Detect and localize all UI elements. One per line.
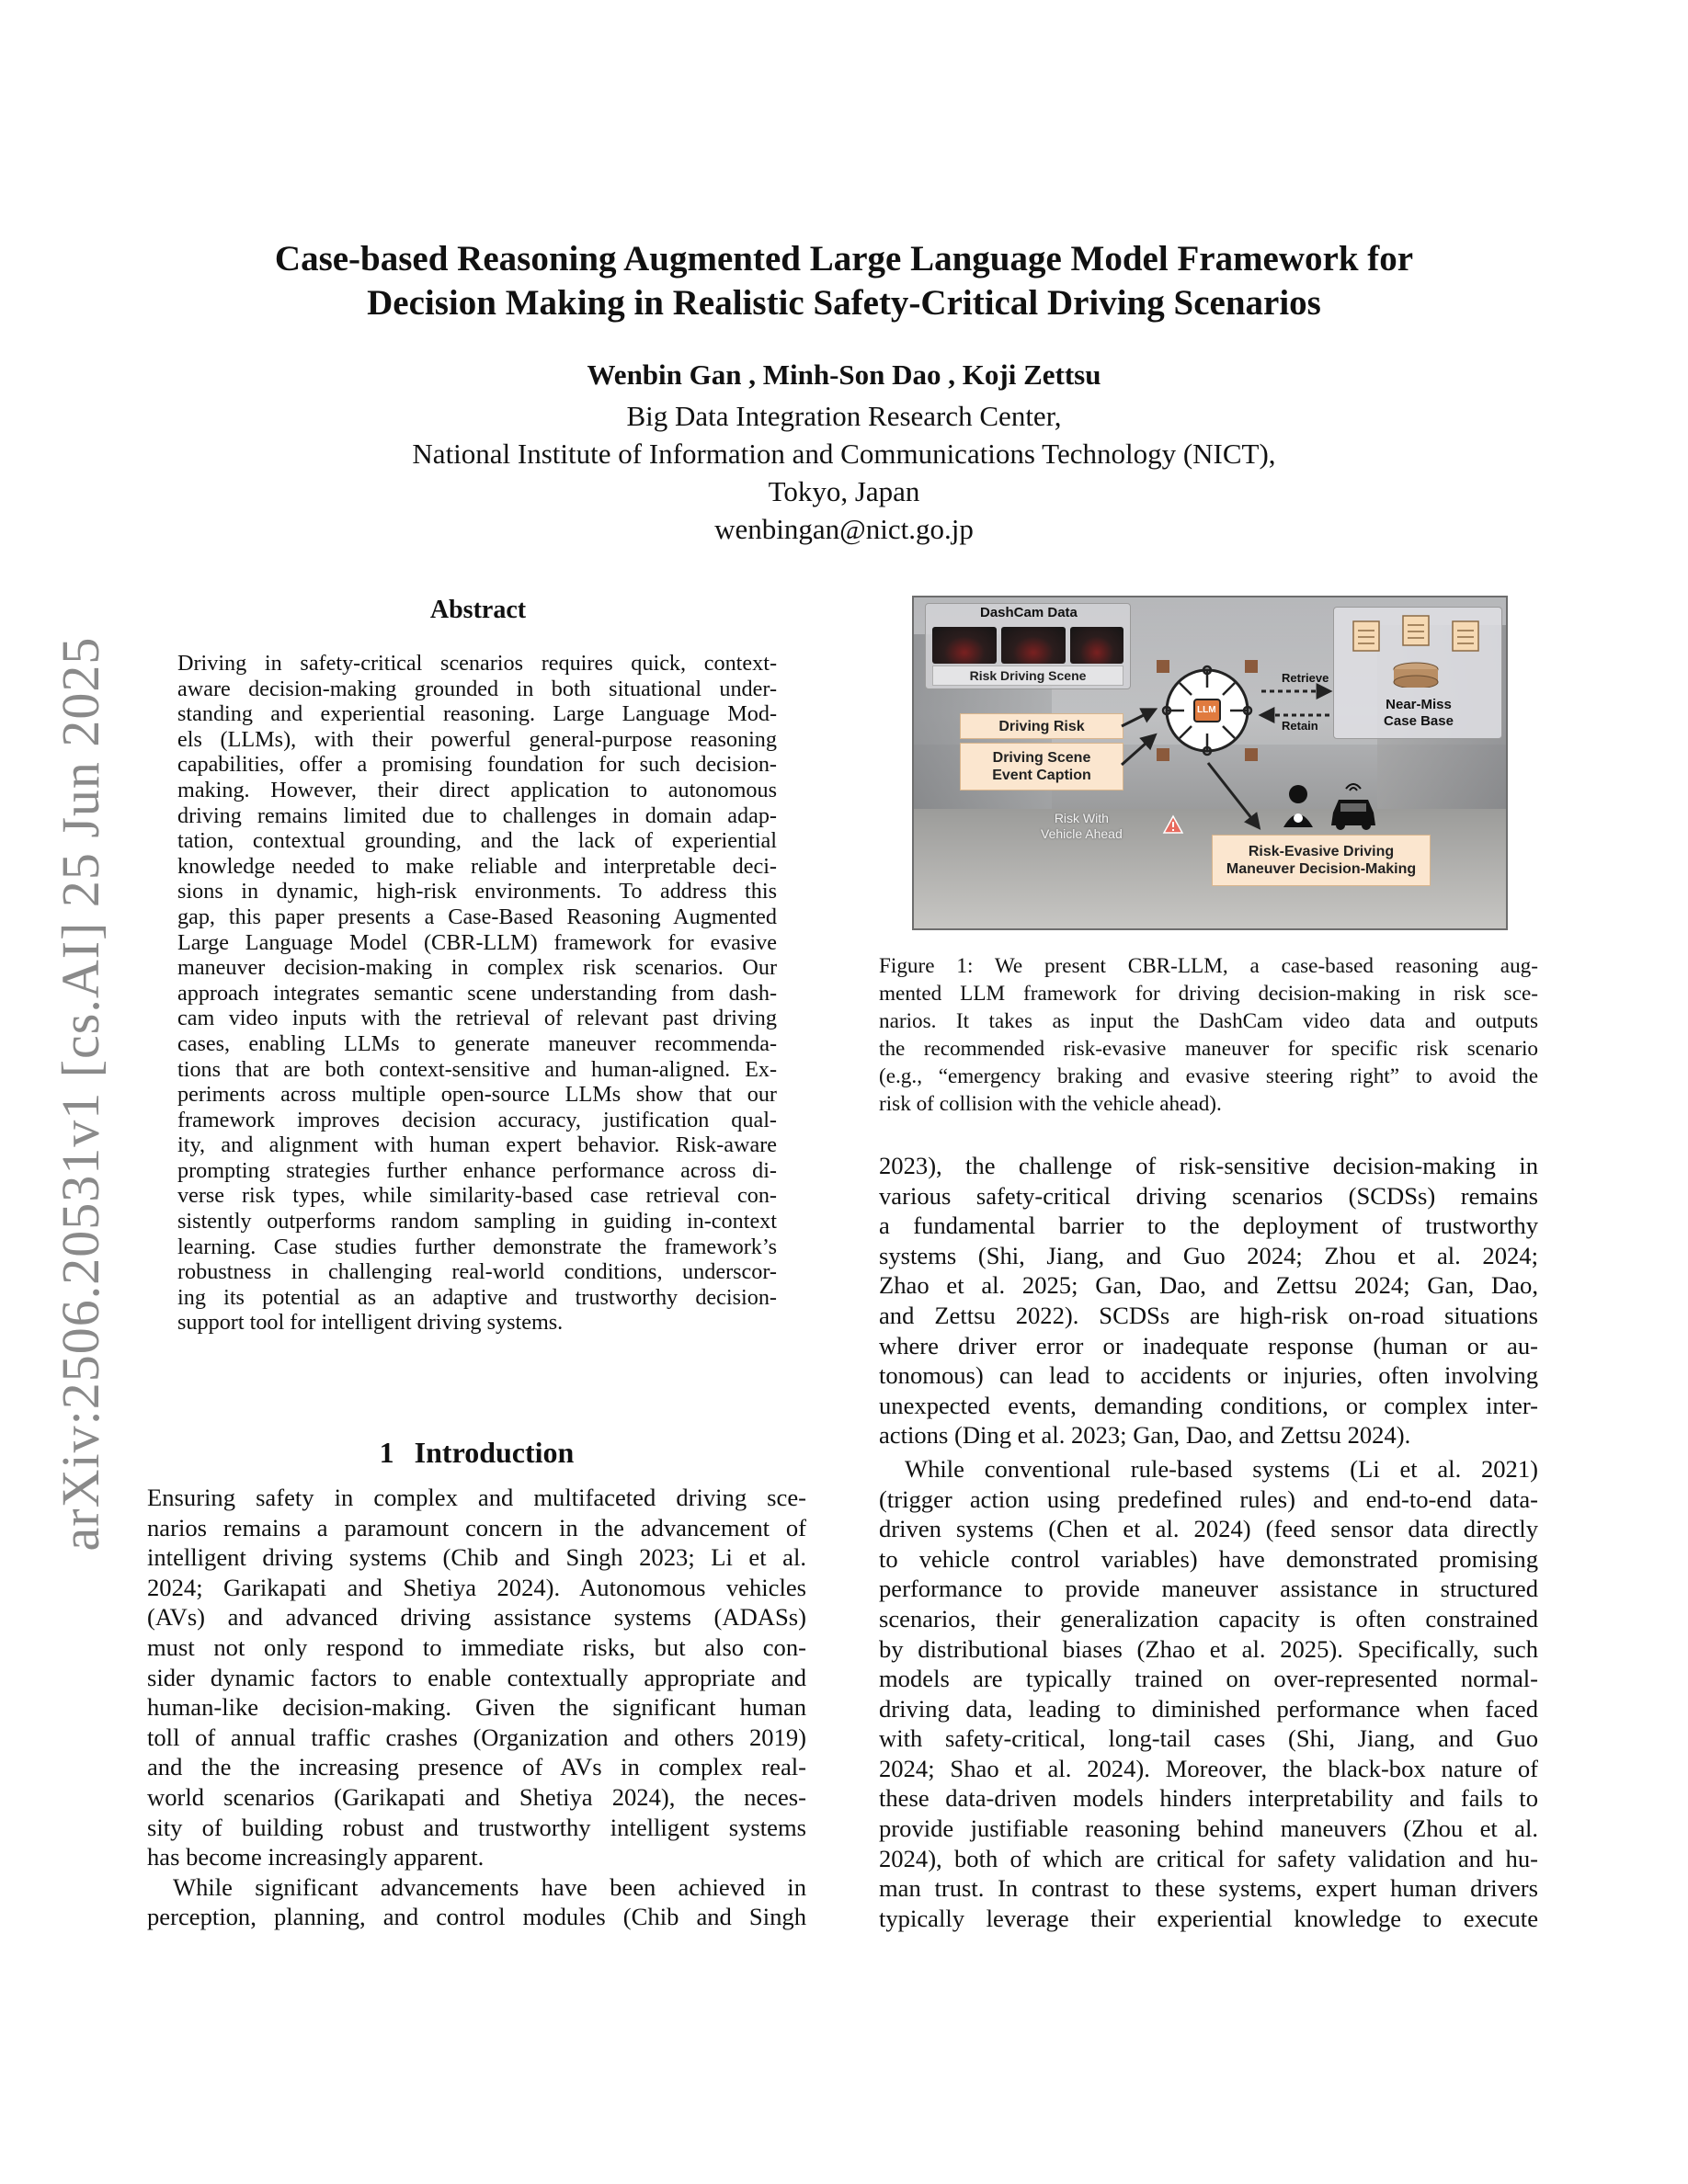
abstract-line: learning. Case studies further demonstrate the framework’s [177, 1234, 777, 1259]
body-line: scenarios, their generalization capacity is often constrained [879, 1604, 1538, 1632]
intro-line: and the the increasing presence of AVs in complex real- [147, 1753, 806, 1781]
body-line: where driver error or inadequate response (human or au- [879, 1331, 1538, 1359]
abstract-line: support tool for intelligent driving systems. [177, 1310, 564, 1336]
body-line: a fundamental barrier to the deployment of trustworthy [879, 1211, 1538, 1240]
body-line: by distributional biases (Zhao et al. 2025). Specifically, such [879, 1634, 1538, 1663]
risk-ahead-label [1041, 811, 1123, 842]
abstract-line: aware decision-making grounded in both situational under- [177, 676, 777, 701]
abstract-line: driving remains limited due to challenges in domain adap- [177, 802, 777, 828]
abstract-line: prompting strategies further enhance performance across di- [177, 1157, 777, 1183]
decision-line-1: Risk-Evasive Driving [1248, 844, 1395, 859]
case-base-label [1377, 697, 1460, 730]
caption-line: mented LLM framework for driving decision-making in risk sce- [879, 982, 1538, 1006]
decision-line-2: Maneuver Decision-Making [1226, 861, 1417, 877]
title-line-1: Case-based Reasoning Augmented Large Language Model Framework for [274, 239, 1414, 279]
abstract-heading: Abstract [429, 596, 527, 624]
figure-1-caption [879, 952, 1538, 1118]
caption-line: narios. It takes as input the DashCam video data and outputs [879, 1009, 1538, 1033]
affiliation-email: wenbingan@nict.go.jp [714, 513, 974, 545]
body-line: 2023), the challenge of risk-sensitive decision-making in [879, 1152, 1538, 1179]
intro-line: sider dynamic factors to enable contextually appropriate and [147, 1663, 806, 1691]
body-line: with safety-critical, long-tail cases (Shi, Jiang, and Guo [879, 1724, 1538, 1753]
abstract-line: els (LLMs), with their powerful general-purpose reasoning [177, 726, 777, 752]
affiliation-line-1: Big Data Integration Research Center, [626, 400, 1062, 432]
section-heading-introduction [147, 1436, 806, 1470]
abstract-line: verse risk types, while similarity-based case retrieval con- [177, 1183, 777, 1209]
intro-line: must not only respond to immediate risks, but also con- [147, 1632, 806, 1661]
abstract-body [177, 651, 777, 1336]
abstract-line: standing and experiential reasoning. Large Language Mod- [177, 701, 777, 727]
abstract-line: tions that are both context-sensitive and human-aligned. Ex- [177, 1056, 777, 1082]
arxiv-side-stamp: arXiv:2506.20531v1 [cs.AI] 25 Jun 2025 [50, 636, 110, 1552]
body-line: While conventional rule-based systems (Li et al. 2021) [905, 1454, 1538, 1483]
body-line: these data-driven models hinders interpretability and fails to [879, 1784, 1538, 1813]
abstract-line: periments across multiple open-source LLMs show that our [177, 1082, 777, 1108]
event-caption-line-2: Event Caption [992, 768, 1091, 783]
abstract-line: ity, and alignment with human expert behavior. Risk-aware [177, 1132, 777, 1158]
body-line: man trust. In contrast to these systems, expert human drivers [879, 1874, 1538, 1903]
intro-line: has become increasingly apparent. [147, 1843, 485, 1871]
event-caption-line-1: Driving Scene [992, 750, 1091, 766]
intro-line: world scenarios (Garikapati and Shetiya 2024), the neces- [147, 1782, 806, 1811]
intro-line: toll of annual traffic crashes (Organization and others 2019) [147, 1723, 806, 1751]
right-paragraph-1 [879, 1151, 1538, 1450]
driver-and-car-icon [1280, 781, 1381, 836]
affiliation-line-2: National Institute of Information and Communications Technology (NICT), [412, 438, 1276, 470]
intro-line: 2024; Garikapati and Shetiya 2024). Autonomous vehicles [147, 1573, 806, 1601]
risk-ahead-line-1: Risk With [1054, 811, 1109, 825]
caption-line: (e.g., “emergency braking and evasive steering right” to avoid the [879, 1064, 1538, 1088]
body-line: to vehicle control variables) have demonstrated promising [879, 1544, 1538, 1573]
title-line-2: Decision Making in Realistic Safety-Critical Driving Scenarios [367, 283, 1321, 323]
body-line: (trigger action using predefined rules) and end-to-end data- [879, 1484, 1538, 1513]
abstract-line: cam video inputs with the retrieval of relevant past driving [177, 1006, 777, 1031]
intro-line: narios remains a paramount concern in the advancement of [147, 1513, 806, 1541]
body-line: driving data, leading to diminished performance when faced [879, 1694, 1538, 1723]
paper-title [184, 237, 1504, 325]
body-line: actions (Ding et al. 2023; Gan, Dao, and Zettsu 2024). [879, 1421, 1411, 1450]
abstract-line: Large Language Model (CBR-LLM) framework for evasive [177, 929, 777, 955]
risk-ahead-line-2: Vehicle Ahead [1041, 826, 1123, 841]
maneuver-decision-box [1212, 835, 1431, 886]
body-line: performance to provide maneuver assistance in structured [879, 1575, 1538, 1603]
right-paragraph-2 [879, 1454, 1538, 1934]
dashcam-label: DashCam Data [980, 605, 1078, 620]
body-line: driven systems (Chen et al. 2024) (feed sensor data directly [879, 1515, 1538, 1543]
body-line: unexpected events, demanding conditions, or complex inter- [879, 1391, 1538, 1419]
abstract-line: robustness in challenging real-world conditions, underscor- [177, 1259, 777, 1285]
introduction-body [147, 1483, 806, 1932]
body-line: 2024), both of which are critical for safety validation and hu- [879, 1844, 1538, 1872]
author-list: Wenbin Gan , Minh-Son Dao , Koji Zettsu [587, 358, 1101, 391]
body-line: and Zettsu 2022). SCDSs are high-risk on-road situations [879, 1301, 1538, 1329]
right-column-body [879, 1151, 1538, 1933]
intro-line: sity of building robust and trustworthy intelligent systems [147, 1813, 806, 1841]
intro-line: (AVs) and advanced driving assistance systems (ADASs) [147, 1603, 806, 1632]
section-number: 1 [379, 1436, 394, 1469]
abstract-line: making. However, their direct application to autonomous [177, 777, 777, 802]
abstract-line: maneuver decision-making in complex risk scenarios. Our [177, 955, 777, 981]
body-line: 2024; Shao et al. 2024). Moreover, the black-box nature of [879, 1754, 1538, 1782]
caption-line: Figure 1: We present CBR-LLM, a case-based reasoning aug- [879, 954, 1538, 978]
abstract-line: capabilities, offer a promising foundation for such decision- [177, 752, 777, 778]
document-stack-icon [1346, 614, 1493, 688]
affiliation-line-3: Tokyo, Japan [768, 475, 920, 507]
case-base-line-1: Near-Miss [1386, 697, 1452, 712]
abstract-line: Driving in safety-critical scenarios requires quick, context- [177, 651, 777, 676]
driving-risk-box: Driving Risk [960, 713, 1123, 739]
retrieve-label: Retrieve [1282, 671, 1329, 685]
abstract-line: gap, this paper presents a Case-Based Reasoning Augmented [177, 904, 777, 929]
intro-line: human-like decision-making. Given the significant human [147, 1693, 806, 1722]
intro-line: Ensuring safety in complex and multifaceted driving sce- [147, 1484, 806, 1511]
affiliation [184, 397, 1504, 548]
abstract-line: sistently outperforms random sampling in guiding in-context [177, 1209, 777, 1234]
llm-chip-label: LLM [1197, 705, 1216, 715]
abstract-line: framework improves decision accuracy, justification qual- [177, 1107, 777, 1132]
section-title: Introduction [414, 1436, 575, 1469]
case-base-line-2: Case Base [1384, 713, 1454, 729]
body-line: provide justifiable reasoning behind maneuvers (Zhou et al. [879, 1814, 1538, 1843]
abstract-line: approach integrates semantic scene understanding from dash- [177, 980, 777, 1006]
caption-line: risk of collision with the vehicle ahead). [879, 1092, 1222, 1116]
warning-icon [1162, 814, 1184, 835]
caption-line: the recommended risk-evasive maneuver for specific risk scenario [879, 1037, 1538, 1061]
body-line: typically leverage their experiential knowledge to execute [879, 1904, 1538, 1932]
abstract-line: ing its potential as an adaptive and trustworthy decision- [177, 1284, 777, 1310]
abstract-line: cases, enabling LLMs to generate maneuver recommenda- [177, 1030, 777, 1056]
abstract-line: tation, contextual grounding, and the lack of experiential [177, 828, 777, 854]
risk-driving-scene-label: Risk Driving Scene [932, 665, 1123, 686]
body-line: models are typically trained on over-represented normal- [879, 1665, 1538, 1693]
abstract-line: knowledge needed to make reliable and interpretable deci- [177, 853, 777, 879]
body-line: systems (Shi, Jiang, and Guo 2024; Zhou et al. 2024; [879, 1241, 1538, 1269]
intro-paragraph-1 [147, 1483, 806, 1872]
intro-paragraph-2 [147, 1872, 806, 1932]
body-line: Zhao et al. 2025; Gan, Dao, and Zettsu 2024; Gan, Dao, [879, 1271, 1538, 1300]
body-line: tonomous) can lead to accidents or injuries, often involving [879, 1361, 1538, 1390]
intro-line: perception, planning, and control modules (Chib and Singh [147, 1903, 806, 1931]
body-line: various safety-critical driving scenarios (SCDSs) remains [879, 1181, 1538, 1210]
abstract-line: sions in dynamic, high-risk environments. To address this [177, 879, 777, 904]
intro-line: intelligent driving systems (Chib and Singh 2023; Li et al. [147, 1543, 806, 1572]
intro-line: While significant advancements have been achieved in [173, 1872, 806, 1901]
figure-1 [912, 596, 1508, 930]
retain-label: Retain [1282, 719, 1318, 733]
